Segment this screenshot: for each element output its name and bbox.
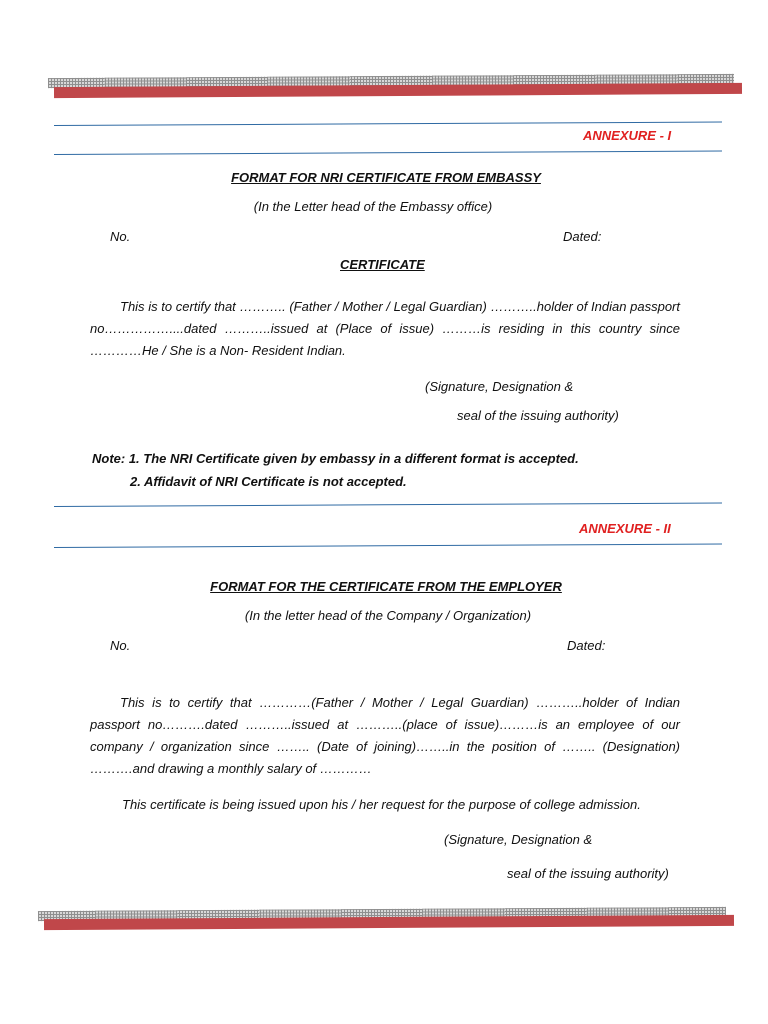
annexure1-no-label: No. <box>110 229 131 244</box>
annexure1-signature-line2: seal of the issuing authority) <box>457 408 619 423</box>
annexure1-title <box>0 170 768 185</box>
annexure1-certificate-heading: CERTIFICATE <box>340 257 425 272</box>
annexure1-dated-label: Dated: <box>563 229 602 244</box>
annexure2-signature-line2: seal of the issuing authority) <box>507 866 669 881</box>
annexure1-title-part2: EMBASSY <box>476 170 541 185</box>
annexure1-body-paragraph: This is to certify that ……….. (Father / Mother / Legal Guardian) ………..holder of Indian passport no……………....dated ………..issued at (Place of issue) ………is residing in this country since …………He / She is a Non- Resident Indian. <box>90 299 680 358</box>
annexure2-purpose-line: This certificate is being issued upon his / her request for the purpose of college admission. <box>122 797 641 812</box>
annexure1-top-rule <box>54 122 722 126</box>
annexure2-title: FORMAT FOR THE CERTIFICATE FROM THE EMPLOYER <box>210 579 562 594</box>
annexure1-label: ANNEXURE - I <box>583 128 672 143</box>
annexure1-title-part1: FORMAT FOR NRI CERTIFICATE FROM <box>231 170 477 185</box>
annexure2-body-paragraph: This is to certify that …………(Father / Mother / Legal Guardian) ………..holder of Indian passport no……….dated ………..issued at ………..(place of issue)………is an employee of our company / organization since …….. (Date of joining)……..in the position of …….. (Designation) ……….and drawing a monthly salary of ………… <box>90 695 680 776</box>
annexure2-dated-label: Dated: <box>567 638 606 653</box>
annexure2-signature-line1: (Signature, Designation & <box>444 832 593 847</box>
annexure2-bottom-rule <box>54 544 722 548</box>
annexure2-top-rule <box>54 503 722 507</box>
annexure2-label: ANNEXURE - II <box>579 521 671 536</box>
annexure1-note1: Note: 1. The NRI Certificate given by embassy in a different format is accepted. <box>92 451 579 466</box>
annexure1-signature-line1: (Signature, Designation & <box>425 379 574 394</box>
annexure1-note2: 2. Affidavit of NRI Certificate is not accepted. <box>130 474 407 489</box>
annexure1-bottom-rule <box>54 151 722 155</box>
annexure1-subtitle: (In the Letter head of the Embassy office) <box>253 199 493 214</box>
annexure2-no-label: No. <box>110 638 131 653</box>
annexure2-subtitle: (In the letter head of the Company / Organization) <box>244 608 532 623</box>
